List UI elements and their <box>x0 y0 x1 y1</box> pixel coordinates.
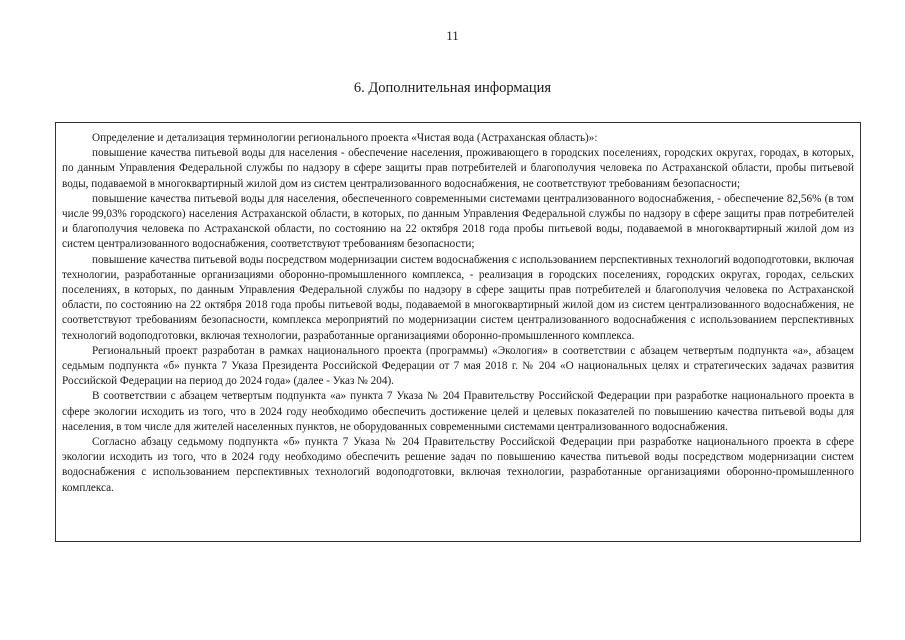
paragraph-decree-point-a: В соответствии с абзацем четвертым подпункта «а» пункта 7 Указа № 204 Правительству Российской Федерации при разработке национального проекта в сфере экологии исходить из того, что в 2024 году необходимо обеспечить достижение целей и целевых показателей по повышению качества питьевой воды для населения, в том числе для жителей населенных пунктов, не оборудованных современными системами централизованного водоснабжения. <box>62 390 854 433</box>
paragraph-definition-3: повышение качества питьевой воды посредством модернизации систем водоснабжения с использованием перспективных технологий водоподготовки, включая технологии, разработанные организациями оборонно-промышленного комплекса, - реализация в городских поселениях, городских округах, городах, сельских поселениях, в которых, по данным Управления Федеральной службы по надзору в сфере защиты прав потребителей и благополучия человека по Астраханской области, по состоянию на 22 октября 2018 года пробы питьевой воды, подаваемой в многоквартирный жилой дом из систем централизованного водоснабжения, не соответствуют требованиям безопасности, комплекса мероприятий по модернизации систем централизованного водоснабжения с использованием перспективных технологий водоподготовки, включая технологии, разработанные организациями оборонно-промышленного комплекса. <box>62 253 854 342</box>
paragraph-project-basis: Региональный проект разработан в рамках национального проекта (программы) «Экология» в соответствии с абзацем четвертым подпункта «а», абзацем седьмым подпункта «б» пункта 7 Указа Президента Российской Федерации от 7 мая 2018 г. № 204 «О национальных целях и стратегических задачах развития Российской Федерации на период до 2024 года» (далее - Указ № 204). <box>62 344 854 388</box>
paragraph-decree-point-b: Согласно абзацу седьмому подпункта «б» пункта 7 Указа № 204 Правительству Российской Федерации при разработке национального проекта в сфере экологии исходить из того, что в 2024 году необходимо обеспечить решение задач по повышению качества питьевой воды посредством модернизации систем водоснабжения с использованием перспективных технологий водоподготовки, включая технологии, разработанные организациями оборонно-промышленного комплекса. <box>62 436 854 494</box>
paragraph-definition-2: повышение качества питьевой воды для населения, обеспеченного современными системами централизованного водоснабжения, - обеспечение 82,56% (в том числе 99,03% городского) населения Астраханской области, в которых, по данным Управления Федеральной службы по надзору в сфере защиты прав потребителей и благополучия человека по Астраханской области, по состоянию на 22 октября 2018 года пробы питьевой воды, подаваемой в многоквартирный жилой дом из систем централизованного водоснабжения, соответствуют требованиям безопасности; <box>62 192 854 251</box>
additional-info-box <box>55 122 861 542</box>
section-title: 6. Дополнительная информация <box>353 80 552 96</box>
page-number: 11 <box>446 28 459 43</box>
paragraph-definition-intro: Определение и детализация терминологии регионального проекта «Чистая вода (Астраханская область)»: <box>92 132 598 144</box>
paragraph-definition-1: повышение качества питьевой воды для населения - обеспечение населения, проживающего в городских поселениях, городских округах, городах, в которых, по данным Управления Федеральной службы по надзору в сфере защиты прав потребителей и благополучия человека по Астраханской области, пробы питьевой воды, подаваемой в многоквартирный жилой дом из систем централизованного водоснабжения, не соответствуют требованиям безопасности; <box>62 147 854 190</box>
